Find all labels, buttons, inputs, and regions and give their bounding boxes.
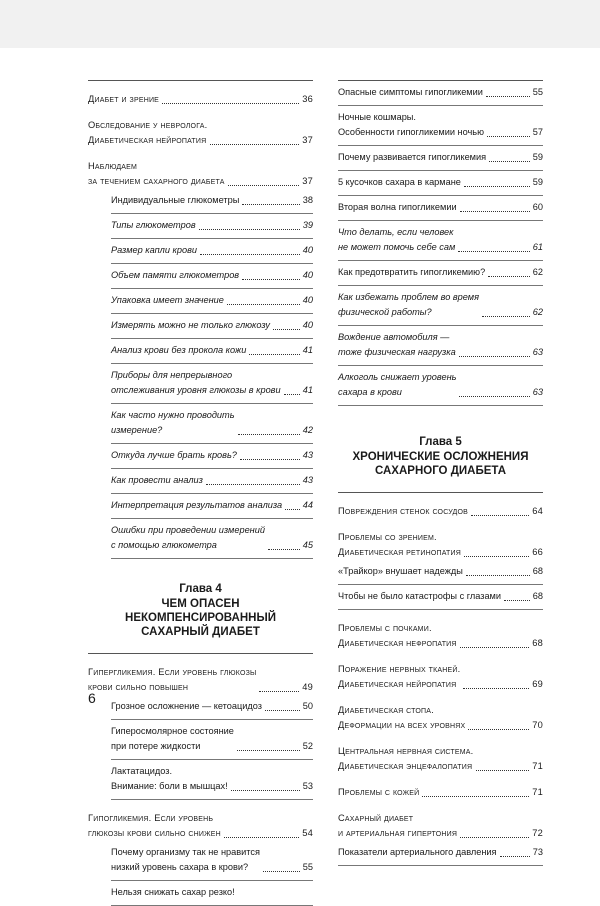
toc-entry-title: Ночные кошмары. Особенности гипогликемии ночью	[338, 112, 484, 137]
toc-entry-title: Вторая волна гипогликемии	[338, 202, 457, 212]
toc-entry	[88, 523, 313, 553]
toc-entry-page: 64	[532, 506, 543, 516]
toc-entry	[88, 193, 313, 208]
toc-entry-page: 40	[302, 320, 313, 330]
dot-leader	[482, 316, 530, 317]
dot-leader	[242, 279, 300, 280]
dot-leader	[489, 161, 530, 162]
toc-entry	[338, 150, 543, 165]
entry-separator	[111, 518, 313, 519]
toc-entry-page: 39	[302, 220, 313, 230]
toc-entry	[88, 318, 313, 333]
toc-entry-page: 71	[532, 787, 543, 797]
dot-leader	[200, 254, 300, 255]
toc-entry-page: 40	[302, 270, 313, 280]
toc-entry-title: Поражение нервных тканей. Диабетическая нейропатия	[338, 664, 461, 689]
toc-entry-title: Грозное осложнение — кетоацидоз	[111, 701, 262, 711]
dot-leader	[460, 837, 529, 838]
toc-entry	[338, 564, 543, 579]
dot-leader	[459, 396, 529, 397]
entry-separator	[111, 558, 313, 559]
toc-entry-page: 45	[302, 540, 313, 550]
dot-leader	[240, 459, 300, 460]
toc-entry	[88, 811, 313, 841]
toc-entry-page: 43	[302, 475, 313, 485]
toc-entry-title: Вождение автомобиля — тоже физическая нагрузка	[338, 332, 456, 357]
dot-leader	[486, 96, 530, 97]
dot-leader	[265, 710, 300, 711]
dot-leader	[463, 688, 529, 689]
toc-entry	[338, 290, 543, 320]
dot-leader	[459, 356, 530, 357]
toc-entry	[338, 785, 543, 800]
toc-entry-title: Повреждения стенок сосудов	[338, 506, 469, 516]
toc-entry-page: 72	[532, 828, 543, 838]
toc-entry	[88, 845, 313, 875]
toc-entry-title: Как предотвратить гипогликемию?	[338, 267, 486, 277]
toc-entry-page: 38	[302, 195, 313, 205]
toc-entry	[338, 175, 543, 190]
entry-separator	[338, 170, 543, 171]
toc-entry	[338, 225, 543, 255]
toc-entry-title: Диабет и зрение	[88, 94, 160, 104]
toc-entry	[88, 699, 313, 714]
toc-entry	[338, 589, 543, 604]
toc-entry-title: Ошибки при проведении измерений с помощью глюкометра	[111, 525, 265, 550]
toc-entry-page: 36	[302, 94, 313, 104]
toc-entry-title: Типы глюкометров	[111, 220, 196, 230]
entry-separator	[111, 263, 313, 264]
dot-leader	[458, 251, 529, 252]
toc-entry-title: Проблемы со зрением. Диабетическая ретинопатия	[338, 532, 462, 557]
entry-separator	[111, 403, 313, 404]
toc-right-column	[338, 80, 543, 866]
toc-entry	[88, 92, 313, 107]
toc-entry-title: Как часто нужно проводить измерение?	[111, 410, 235, 435]
dot-leader	[206, 484, 300, 485]
dot-leader	[238, 434, 300, 435]
toc-entry	[338, 200, 543, 215]
entry-separator	[111, 468, 313, 469]
entry-separator	[338, 405, 543, 406]
toc-entry-title: Упаковка имеет значение	[111, 295, 224, 305]
toc-entry-title: Наблюдаем за течением сахарного диабета	[88, 161, 225, 186]
toc-entry	[88, 343, 313, 358]
toc-entry-page: 52	[302, 741, 313, 751]
chapter-label: Глава 4	[179, 583, 222, 595]
entry-separator	[111, 880, 313, 881]
entry-separator	[338, 609, 543, 610]
toc-entry-title: Гиперосмолярное состояние при потере жидкости	[111, 726, 234, 751]
entry-separator	[111, 363, 313, 364]
toc-entry	[338, 370, 543, 400]
dot-leader	[242, 204, 299, 205]
toc-left-bottom-list	[88, 665, 313, 906]
toc-entry	[338, 265, 543, 280]
entry-separator	[111, 313, 313, 314]
entry-separator	[338, 195, 543, 196]
toc-entry-title: Как провести анализ	[111, 475, 203, 485]
toc-entry	[88, 885, 313, 900]
toc-entry-page: 53	[302, 781, 313, 791]
toc-right-top-list	[338, 85, 543, 406]
toc-entry-page: 69	[532, 679, 543, 689]
toc-entry-page: 40	[302, 295, 313, 305]
entry-separator	[338, 285, 543, 286]
chapter-title: ЧЕМ ОПАСЕН НЕКОМПЕНСИРОВАННЫЙ САХАРНЫЙ ДИАБЕТ	[125, 598, 276, 638]
toc-entry	[88, 764, 313, 794]
dot-leader	[231, 790, 300, 791]
dot-leader	[284, 394, 300, 395]
page-top-band	[0, 0, 600, 48]
toc-entry-title: Диабетическая стопа. Деформации на всех уровнях	[338, 705, 466, 730]
toc-entry-page: 59	[532, 177, 543, 187]
toc-entry	[338, 504, 543, 519]
chapter-rule	[88, 653, 313, 654]
toc-entry-title: Анализ крови без прокола кожи	[111, 345, 247, 355]
toc-entry-title: Проблемы с почками. Диабетическая нефропатия	[338, 623, 457, 648]
toc-entry-title: Почему развивается гипогликемия	[338, 152, 487, 162]
dot-leader	[237, 750, 300, 751]
toc-entry	[88, 293, 313, 308]
entry-separator	[338, 145, 543, 146]
toc-entry	[88, 118, 313, 148]
toc-entry-page: 73	[532, 847, 543, 857]
toc-entry-title: Нельзя снижать сахар резко!	[111, 887, 235, 897]
toc-entry-title: Обследование у невролога. Диабетическая нейропатия	[88, 120, 208, 145]
toc-entry	[338, 330, 543, 360]
chapter-4-heading	[88, 583, 313, 639]
dot-leader	[228, 185, 300, 186]
toc-entry-page: 62	[532, 267, 543, 277]
toc-entry-page: 63	[532, 387, 543, 397]
dot-leader	[162, 103, 299, 104]
dot-leader	[487, 136, 530, 137]
toc-entry-title: Как избежать проблем во время физической работы?	[338, 292, 479, 317]
toc-entry-page: 43	[302, 450, 313, 460]
toc-entry-page: 50	[302, 701, 313, 711]
dot-leader	[471, 515, 529, 516]
entry-separator	[338, 365, 543, 366]
column-top-rule	[338, 80, 543, 81]
toc-entry-page: 62	[532, 307, 543, 317]
toc-left-top-list	[88, 92, 313, 559]
dot-leader	[199, 229, 300, 230]
entry-separator	[111, 443, 313, 444]
toc-entry-title: «Трайкор» внушает надежды	[338, 566, 463, 576]
toc-entry-page: 41	[302, 385, 313, 395]
toc-entry-title: Интерпретация результатов анализа	[111, 500, 283, 510]
column-top-rule	[88, 80, 313, 81]
toc-entry-page: 66	[532, 547, 543, 557]
toc-entry-page: 68	[532, 638, 543, 648]
page-number: 6	[88, 690, 96, 706]
dot-leader	[488, 276, 530, 277]
toc-entry-title: Индивидуальные глюкометры	[111, 195, 240, 205]
toc-entry-title: Чтобы не было катастрофы с глазами	[338, 591, 501, 601]
dot-leader	[422, 796, 529, 797]
toc-entry	[88, 243, 313, 258]
chapter-rule	[338, 492, 543, 493]
toc-entry	[88, 473, 313, 488]
toc-entry-page: 54	[302, 828, 313, 838]
toc-entry-title: Приборы для непрерывного отслеживания уровня глюкозы в крови	[111, 370, 281, 395]
entry-separator	[338, 105, 543, 106]
dot-leader	[263, 871, 300, 872]
dot-leader	[259, 691, 299, 692]
toc-entry	[338, 744, 543, 774]
toc-entry-page: 68	[532, 566, 543, 576]
toc-entry-title: Показатели артериального давления	[338, 847, 497, 857]
toc-entry-title: Размер капли крови	[111, 245, 197, 255]
entry-separator	[111, 719, 313, 720]
dot-leader	[504, 600, 530, 601]
dot-leader	[273, 329, 300, 330]
toc-entry-page: 60	[532, 202, 543, 212]
chapter-label: Глава 5	[419, 436, 462, 448]
toc-entry-title: Гипергликемия. Если уровень глюкозы крови сильно повышен	[88, 667, 257, 692]
toc-entry-page: 57	[532, 127, 543, 137]
entry-separator	[111, 213, 313, 214]
chapter-title: ХРОНИЧЕСКИЕ ОСЛОЖНЕНИЯ САХАРНОГО ДИАБЕТА	[352, 451, 529, 477]
dot-leader	[476, 770, 529, 771]
entry-separator	[111, 799, 313, 800]
entry-separator	[111, 759, 313, 760]
dot-leader	[464, 556, 529, 557]
toc-entry-page: 70	[532, 720, 543, 730]
entry-separator	[338, 865, 543, 866]
toc-entry	[338, 85, 543, 100]
toc-entry-title: Почему организму так не нравится низкий уровень сахара в крови?	[111, 847, 260, 872]
toc-entry-title: Объем памяти глюкометров	[111, 270, 240, 280]
chapter-5-heading	[338, 436, 543, 478]
toc-entry-title: Что делать, если человек не может помочь себе сам	[338, 227, 456, 252]
dot-leader	[460, 211, 530, 212]
toc-entry-title: Сахарный диабет и артериальная гипертония	[338, 813, 458, 838]
toc-entry	[338, 662, 543, 692]
toc-entry-title: Измерять можно не только глюкозу	[111, 320, 270, 330]
toc-entry	[338, 845, 543, 860]
entry-separator	[111, 288, 313, 289]
toc-entry-title: Проблемы с кожей	[338, 787, 420, 797]
entry-separator	[338, 260, 543, 261]
entry-separator	[111, 493, 313, 494]
dot-leader	[210, 144, 299, 145]
toc-entry-title: Алкоголь снижает уровень сахара в крови	[338, 372, 457, 397]
dot-leader	[464, 186, 530, 187]
toc-entry	[88, 498, 313, 513]
toc-entry-page: 55	[302, 862, 313, 872]
dot-leader	[285, 509, 300, 510]
dot-leader	[268, 549, 300, 550]
dot-leader	[468, 729, 529, 730]
dot-leader	[500, 856, 530, 857]
entry-separator	[338, 584, 543, 585]
toc-entry	[88, 665, 313, 695]
entry-separator	[111, 338, 313, 339]
toc-entry-title: Откуда лучше брать кровь?	[111, 450, 237, 460]
toc-entry-title: Гипогликемия. Если уровень глюкозы крови сильно снижен	[88, 813, 221, 838]
toc-right-bottom-list	[338, 504, 543, 866]
toc-entry-title: Центральная нервная система. Диабетическая энцефалопатия	[338, 746, 474, 771]
entry-separator	[338, 220, 543, 221]
toc-entry-title: 5 кусочков сахара в кармане	[338, 177, 461, 187]
toc-entry-page: 42	[302, 425, 313, 435]
entry-separator	[111, 238, 313, 239]
toc-entry-page: 37	[302, 176, 313, 186]
toc-entry-page: 68	[532, 591, 543, 601]
toc-entry-page: 41	[302, 345, 313, 355]
toc-entry	[88, 448, 313, 463]
dot-leader	[249, 354, 299, 355]
toc-entry-page: 44	[302, 500, 313, 510]
toc-entry-page: 71	[532, 761, 543, 771]
toc-entry	[88, 368, 313, 398]
toc-entry	[338, 811, 543, 841]
entry-separator	[338, 325, 543, 326]
dot-leader	[224, 837, 299, 838]
toc-entry	[338, 621, 543, 651]
toc-entry	[88, 218, 313, 233]
dot-leader	[227, 304, 300, 305]
toc-entry-page: 55	[532, 87, 543, 97]
toc-entry	[338, 530, 543, 560]
toc-entry	[338, 110, 543, 140]
toc-entry-page: 63	[532, 347, 543, 357]
toc-entry	[88, 408, 313, 438]
toc-entry-page: 49	[302, 682, 313, 692]
toc-entry-title: Лактатацидоз. Внимание: боли в мышцах!	[111, 766, 228, 791]
dot-leader	[466, 575, 530, 576]
toc-entry	[338, 703, 543, 733]
toc-entry-page: 37	[302, 135, 313, 145]
dot-leader	[460, 647, 530, 648]
toc-entry	[88, 268, 313, 283]
toc-entry-page: 61	[532, 242, 543, 252]
toc-entry-page: 40	[302, 245, 313, 255]
toc-left-column	[88, 80, 313, 906]
toc-entry-page: 59	[532, 152, 543, 162]
toc-entry	[88, 159, 313, 189]
toc-entry-title: Опасные симптомы гипогликемии	[338, 87, 483, 97]
